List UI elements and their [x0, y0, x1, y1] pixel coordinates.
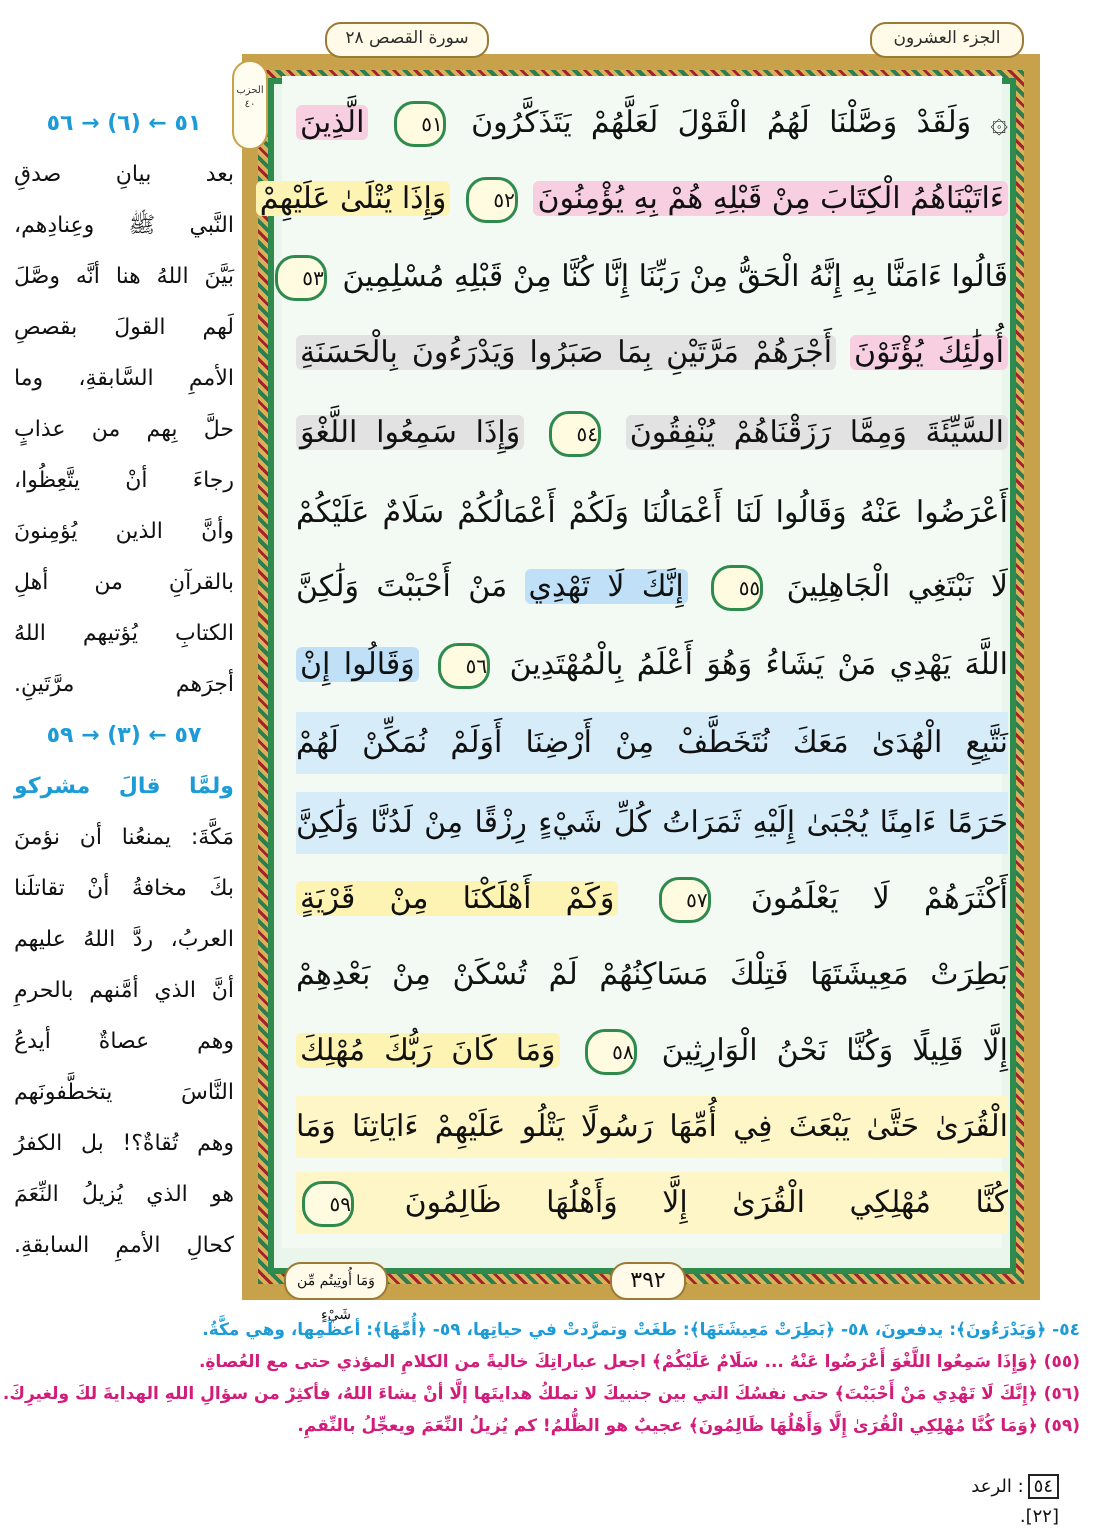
commentary-line: وهم تُقاةٌ؟! بل الكفرُ: [14, 1131, 234, 1156]
ayah-number-marker: ٥٤: [549, 411, 601, 457]
quran-line: [296, 634, 1008, 696]
ayah-text: أَعْرَضُوا عَنْهُ وَقَالُوا لَنَا أَعْمَالُنَا وَلَكُمْ أَعْمَالُكُمْ سَلَامٌ عَلَيْكُمْ: [296, 495, 1008, 530]
page-number: ٣٩٢: [610, 1262, 686, 1300]
commentary-line: الكتابِ يُؤتيهم اللهُ: [14, 621, 234, 646]
ayah-number-marker: ٥٦: [438, 643, 490, 689]
ayah-number-marker: ٥٥: [711, 565, 763, 611]
ayah-number-marker: ٥٩: [302, 1181, 354, 1227]
ayah-text: لَا نَبْتَغِي الْجَاهِلِينَ: [786, 569, 1008, 604]
commentary-line: لَهم القولَ بقصصِ: [14, 315, 234, 340]
hizb-badge: الحزب ٤٠: [232, 60, 268, 150]
ayah-text: نَتَّبِعِ الْهُدَىٰ مَعَكَ نُتَخَطَّفْ مِنْ أَرْضِنَا أَوَلَمْ نُمَكِّنْ لَهُمْ: [296, 725, 1008, 760]
highlighted-phrase: إِنَّكَ لَا تَهْدِي: [525, 569, 688, 604]
quran-line: [296, 92, 1008, 154]
catchword: وَمَا أُوتِيتُم مِّن شَيْءٍ: [284, 1262, 388, 1300]
commentary-line: مَكَّةَ: يمنعُنا أن نؤمنَ: [14, 825, 234, 850]
ayah-number-marker: ٥٨: [585, 1029, 637, 1075]
ayah-text: ۞ وَلَقَدْ وَصَّلْنَا لَهُمُ الْقَوْلَ لَعَلَّهُمْ يَتَذَكَّرُونَ: [471, 105, 1008, 140]
quran-line: [296, 482, 1008, 544]
commentary-line: العربُ، ردَّ اللهُ عليهم: [14, 927, 234, 952]
commentary-line: كحالِ الأممِ السابقةِ.: [14, 1233, 234, 1258]
ayah-number-marker: ٥٣: [275, 255, 327, 301]
highlighted-phrase: وَقَالُوا إِنْ: [296, 647, 419, 682]
quran-line: [296, 1020, 1008, 1082]
quran-line: [296, 1096, 1008, 1158]
quran-line: [296, 868, 1008, 930]
ayah-text: بَطِرَتْ مَعِيشَتَهَا فَتِلْكَ مَسَاكِنُهُمْ لَمْ تُسْكَنْ مِنْ بَعْدِهِمْ: [296, 957, 1008, 992]
highlighted-phrase: السَّيِّئَةَ وَمِمَّا رَزَقْنَاهُمْ يُنْفِقُونَ: [626, 415, 1008, 450]
quran-line: [296, 246, 1008, 308]
ayah-text: اللَّهَ يَهْدِي مَنْ يَشَاءُ وَهُوَ أَعْلَمُ بِالْمُهْتَدِينَ: [509, 647, 1008, 682]
quran-line: [296, 322, 1008, 384]
ayah-number-marker: ٥٢: [466, 177, 518, 223]
surah-label: سورة القصص ٢٨: [325, 22, 489, 58]
highlighted-phrase: ءَاتَيْنَاهُمُ الْكِتَابَ مِنْ قَبْلِهِ هُمْ بِهِ يُؤْمِنُونَ: [533, 181, 1008, 216]
vocabulary-note: ٥٤- ﴿وَيَدْرَءُونَ﴾: يدفعونَ، ٥٨- ﴿بَطِرَتْ مَعِيشَتَهَا﴾: طغَتْ وتمرَّدتْ في حياتِها، ٥٩- ﴿أُمِّهَا﴾: أعظَمِها، وهي مكَّةُ.: [202, 1320, 1080, 1340]
commentary-line: الأممِ السَّابقةِ، وما: [14, 366, 234, 391]
commentary-line: أجرَهم مرَّتَينِ.: [14, 672, 234, 697]
ayah-text: أَكْثَرَهُمْ لَا يَعْلَمُونَ: [750, 881, 1008, 916]
quran-line: [296, 556, 1008, 618]
cross-reference: [935, 1472, 1059, 1527]
quran-line: [296, 712, 1008, 774]
ayah-range: ٥٧ ← (٣) → ٥٩: [46, 723, 202, 748]
commentary-line: بَيَّنَ اللهُ هنا أنَّه وصَّلَ: [14, 264, 234, 289]
highlighted-phrase: وَمَا كَانَ رَبُّكَ مُهْلِكَ: [296, 1033, 560, 1068]
commentary-line: أنَّ الذي أمَّنهم بالحرمِ: [14, 978, 234, 1003]
commentary-line: حلَّ بِهم من عذابٍ: [14, 417, 234, 442]
reflection-note: (٥٩) ﴿وَمَا كُنَّا مُهْلِكِي الْقُرَىٰ إِلَّا وَأَهْلُهَا ظَالِمُونَ﴾ عجيبٌ هو الظُّلمُ! كم يُزيلُ النِّعَمَ ويعجِّلُ بالنِّقمِ.: [297, 1416, 1080, 1436]
reflection-note: (٥٦) ﴿إِنَّكَ لَا تَهْدِي مَنْ أَحْبَبْتَ﴾ حتى نفسُكَ التي بين جنبيكَ لا تملكُ هدايتَها إلَّا أنْ يشاءَ اللهُ، فأكثِرْ من سؤالِ اللهِ الهدايةَ لكَ ولغيرِكَ.: [2, 1384, 1080, 1404]
reflection-note: (٥٥) ﴿وَإِذَا سَمِعُوا اللَّغْوَ أَعْرَضُوا عَنْهُ ... سَلَامٌ عَلَيْكُمْ﴾ اجعل عباراتِكَ خاليةً من الكلامِ المؤذي حتى مع العُصاةِ.: [198, 1352, 1080, 1372]
highlighted-phrase: أَجْرَهُمْ مَرَّتَيْنِ بِمَا صَبَرُوا وَيَدْرَءُونَ بِالْحَسَنَةِ: [296, 335, 836, 370]
quran-line: [296, 1172, 1008, 1234]
ayah-number-marker: ٥١: [394, 101, 446, 147]
commentary-line: وأنَّ الذين يُؤمِنونَ: [14, 519, 234, 544]
ayah-text: الْقُرَىٰ حَتَّىٰ يَبْعَثَ فِي أُمِّهَا رَسُولًا يَتْلُو عَلَيْهِمْ ءَايَاتِنَا وَمَا: [296, 1109, 1008, 1144]
ayah-text: مَنْ أَحْبَبْتَ وَلَٰكِنَّ: [296, 569, 508, 604]
ayah-text: كُنَّا مُهْلِكِي الْقُرَىٰ إِلَّا وَأَهْلُهَا ظَالِمُونَ: [404, 1185, 1008, 1220]
juz-label: الجزء العشرون: [870, 22, 1024, 58]
commentary-line: هو الذي يُزيلُ النِّعَمَ: [14, 1182, 234, 1207]
commentary-heading: ولمَّا قالَ مشركو: [14, 774, 234, 799]
reference-text: : الرعد [٢٢].: [971, 1476, 1059, 1527]
side-commentary: [14, 98, 234, 1271]
ayah-text: إِلَّا قَلِيلًا وَكُنَّا نَحْنُ الْوَارِثِينَ: [661, 1033, 1008, 1068]
commentary-line: النَّاسَ يتخطَّفونَهم: [14, 1080, 234, 1105]
commentary-line: رجاءَ أنْ يتَّعِظُوا،: [14, 468, 234, 493]
highlighted-phrase: الَّذِينَ: [296, 105, 368, 140]
ayah-text: قَالُوا ءَامَنَّا بِهِ إِنَّهُ الْحَقُّ مِنْ رَبِّنَا إِنَّا كُنَّا مِنْ قَبْلِهِ مُسْلِمِينَ: [342, 259, 1008, 294]
ayah-text: حَرَمًا ءَامِنًا يُجْبَىٰ إِلَيْهِ ثَمَرَاتُ كُلِّ شَيْءٍ رِزْقًا مِنْ لَدُنَّا وَلَٰكِنَّ: [296, 805, 1008, 840]
highlighted-phrase: وَإِذَا سَمِعُوا اللَّغْوَ: [296, 415, 524, 450]
quran-line: [296, 944, 1008, 1006]
quran-line: [259, 168, 1008, 230]
quran-line: [296, 402, 1008, 464]
ayah-range: ٥١ ← (٦) → ٥٦: [46, 111, 202, 136]
commentary-line: وهم عصاةٌ أيدعُ: [14, 1029, 234, 1054]
reference-number: ٥٤: [1028, 1474, 1059, 1499]
commentary-line: بالقرآنِ من أهلِ: [14, 570, 234, 595]
quran-line: [296, 792, 1008, 854]
commentary-line: النَّبي ﷺ وعِنادِهم،: [14, 213, 234, 238]
commentary-line: بكَ مخافةُ أنْ تقاتلَنا: [14, 876, 234, 901]
highlighted-phrase: أُولَٰئِكَ يُؤْتَوْنَ: [850, 335, 1008, 370]
highlighted-phrase: وَإِذَا يُتْلَىٰ عَلَيْهِمْ: [256, 181, 451, 216]
commentary-line: بعد بيانِ صدقِ: [14, 162, 234, 187]
highlighted-phrase: وَكَمْ أَهْلَكْنَا مِنْ قَرْيَةٍ: [296, 881, 618, 916]
ayah-number-marker: ٥٧: [659, 877, 711, 923]
